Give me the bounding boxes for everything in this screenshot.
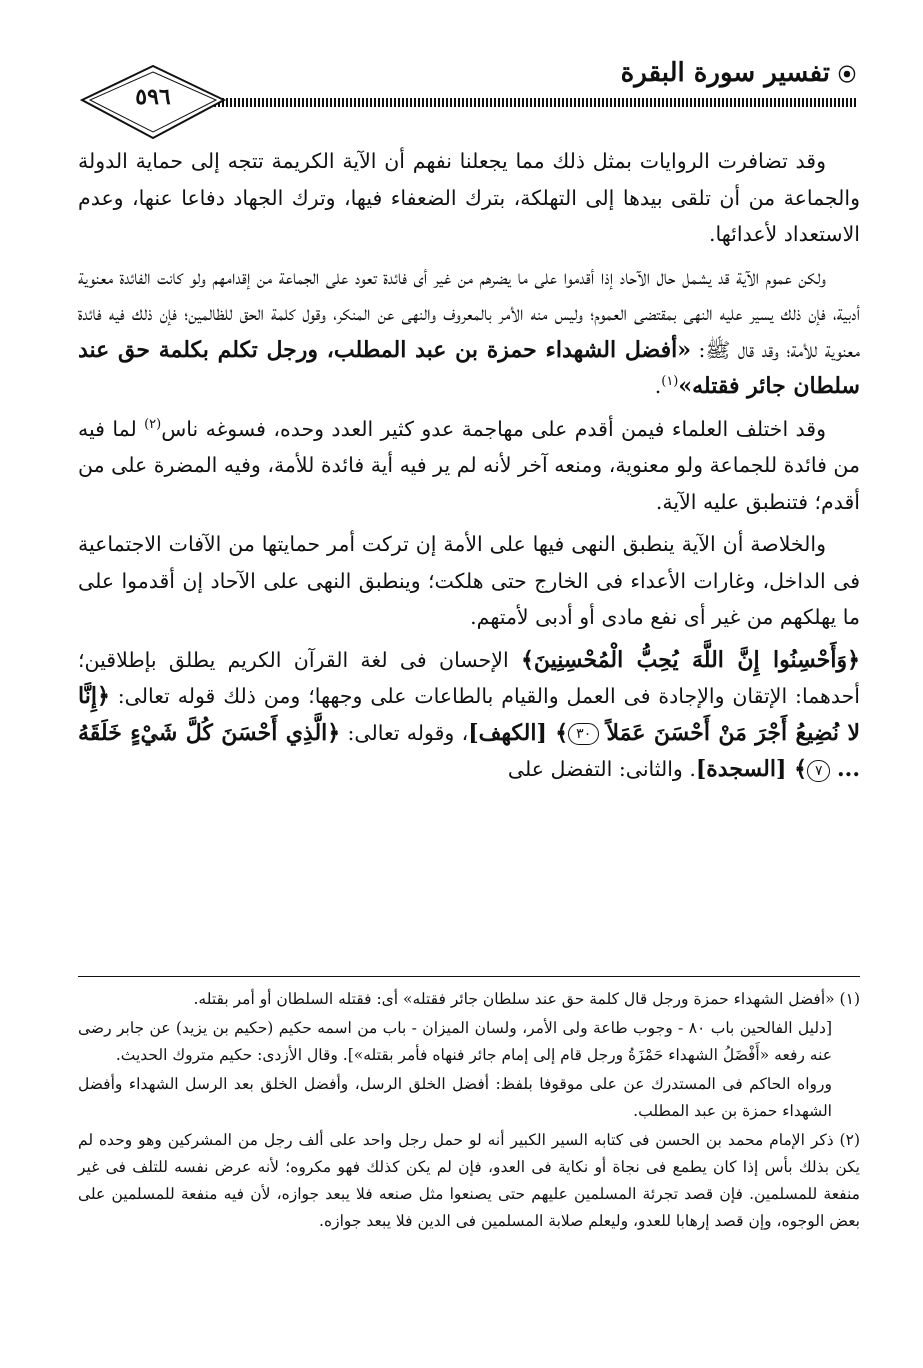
running-title	[621, 58, 856, 88]
paragraph-5-text-c: . والثانى: التفضل على	[507, 757, 696, 781]
page-header	[78, 48, 856, 148]
surah-ref-2: [السجدة]	[695, 756, 795, 782]
paragraph-4: والخلاصة أن الآية ينطبق النهى فيها على الأمة إن تركت أمر حمايتها من الآفات الاجتماعية فى الداخل، وغارات الأعداء فى الخارج حتى هلكت؛ وينطبق النهى على الآحاد إن أقدموا على ما يهلكهم من غير أى نفع مادى أو أدبى لأمتهم.	[78, 532, 860, 629]
hadith-quote: «أفضل الشهداء حمزة بن عبد المطلب، ورجل تكلم بكلمة حق عند سلطان جائر فقتله»	[78, 336, 860, 399]
footnotes	[78, 986, 860, 1237]
paragraph-5	[78, 642, 860, 788]
paragraph-3-text-b: لما فيه من فائدة للجماعة ولو معنوية، ومنعه آخر لأنه لم ير فيه أية فائدة للأمة، وفيه المضرة على من أقدم؛ فتنطبق عليه الآية.	[78, 416, 860, 514]
quran-quote-1-close: ﴾	[555, 719, 569, 746]
footnote-ref-2[interactable]: (٢)	[144, 416, 162, 432]
paragraph-2-end: .	[654, 374, 662, 398]
paragraph-5-text-b: ، وقوله تعالى:	[340, 720, 469, 745]
paragraph-5-text-a: الإحسان فى لغة القرآن الكريم يطلق بإطلاقين؛ أحدهما: الإتقان والإجادة فى العمل والقيام بالطاعات على وجهها؛ ومن ذلك قوله تعالى:	[78, 647, 860, 708]
footnote-ref-1[interactable]: (١)	[661, 374, 679, 390]
paragraph-3-text-a: وقد اختلف العلماء فيمن أقدم على مهاجمة عدو كثير العدد وحده، فسوغه ناس	[161, 416, 826, 441]
quran-quote-1: ﴿إِنَّا لا نُضِيعُ أَجْرَ مَنْ أَحْسَنَ عَمَلاً	[78, 683, 860, 746]
paragraph-1: وقد تضافرت الروايات بمثل ذلك مما يجعلنا نفهم أن الآية الكريمة تتجه إلى حماية الدولة والجماعة من أن تلقى بيدها إلى التهلكة، بترك الضعفاء فيها، وترك الجهاد دفاعا عنها، وعدم الاستعداد لأعدائها.	[78, 149, 860, 246]
footnote-2: (٢) ذكر الإمام محمد بن الحسن فى كتابه السير الكبير أنه لو حمل رجل واحد على ألف رجل من المشركين وهو وحده لم يكن بذلك بأس إذا كان يطمع فى نجاة أو نكاية فى العدو، فإن لم يكن كذلك فهو مكروه؛ لأنه عرض نفسه للتلف فى غير منفعة للمسلمين. فإن قصد تجرئة المسلمين عليهم حتى يصنعوا مثل صنعه فلا يبعد جوازه، لأن فيه منفعة للمسلمين على بعض الوجوه، وإن قصد إرهابا للعدو، وليعلم صلابة المسلمين فى الدين فلا يبعد جوازه.	[78, 1131, 860, 1230]
footnote-1-note: ورواه الحاكم فى المستدرك عن على موقوفا بلفظ: أفضل الخلق الرسل، وأفضل الخلق بعد الرسل الشهداء وأفضل الشهداء حمزة بن عبد المطلب.	[78, 1075, 832, 1120]
footnote-1-line-1: (١) «أفضل الشهداء حمزة ورجل قال كلمة حق عند سلطان جائر فقتله» أى: فقتله السلطان أو أمر بقتله.	[193, 990, 860, 1008]
page-number: ٥٩٦	[135, 84, 171, 110]
footnote-divider	[78, 976, 860, 977]
verse-number-2: ٧	[807, 760, 831, 782]
surah-ref-1: [الكهف]	[468, 719, 556, 746]
quran-quote-2-close: ﴾	[794, 756, 807, 782]
paragraph-2	[78, 259, 860, 405]
main-text	[78, 143, 860, 794]
running-title-text: تفسير سورة البقرة	[620, 58, 830, 88]
verse-number-1: ٣٠	[568, 723, 599, 745]
ornament-icon: ⦿	[838, 65, 856, 86]
quran-quote-2: ﴿الَّذِي أَحْسَنَ كُلَّ شَيْءٍ خَلَقَهُ ...	[78, 719, 860, 782]
paragraph-3	[78, 411, 860, 521]
paragraph-2-text: ولكن عموم الآية قد يشمل حال الآحاد إذا أقدموا على ما يضرهم من غير أى فائدة تعود على الجماعة من إقدامهم ولو كانت الفائدة معنوية أدبية، فإن ذلك يسير عليه النهى بمقتضى العموم؛ وليس منه الأمر بالمعروف والنهى عن المنكر، وقول كلمة الحق للظالمين؛ فإن ذلك فيه فائدة معنوية للأمة؛ وقد قال ﷺ:	[78, 264, 860, 362]
footnote-1-source: [دليل الفالحين باب ٨٠ - وجوب طاعة ولى الأمر، ولسان الميزان - باب من اسمه حكيم (حكيم بن يزيد) عن جابر رضى عنه رفعه «أَفْضَلُ الشهداء حَمْزَةُ ورجل قام إلى إمام جائر فنهاه فأمر بقتله»]. وقال الأزدى: حكيم متروك الحديث.	[78, 1019, 833, 1064]
header-rule	[198, 98, 856, 107]
page-number-badge	[78, 62, 228, 142]
verse-quote: ﴿وَأَحْسِنُوا إِنَّ اللَّهَ يُحِبُّ الْمُحْسِنِينَ﴾	[520, 646, 860, 673]
